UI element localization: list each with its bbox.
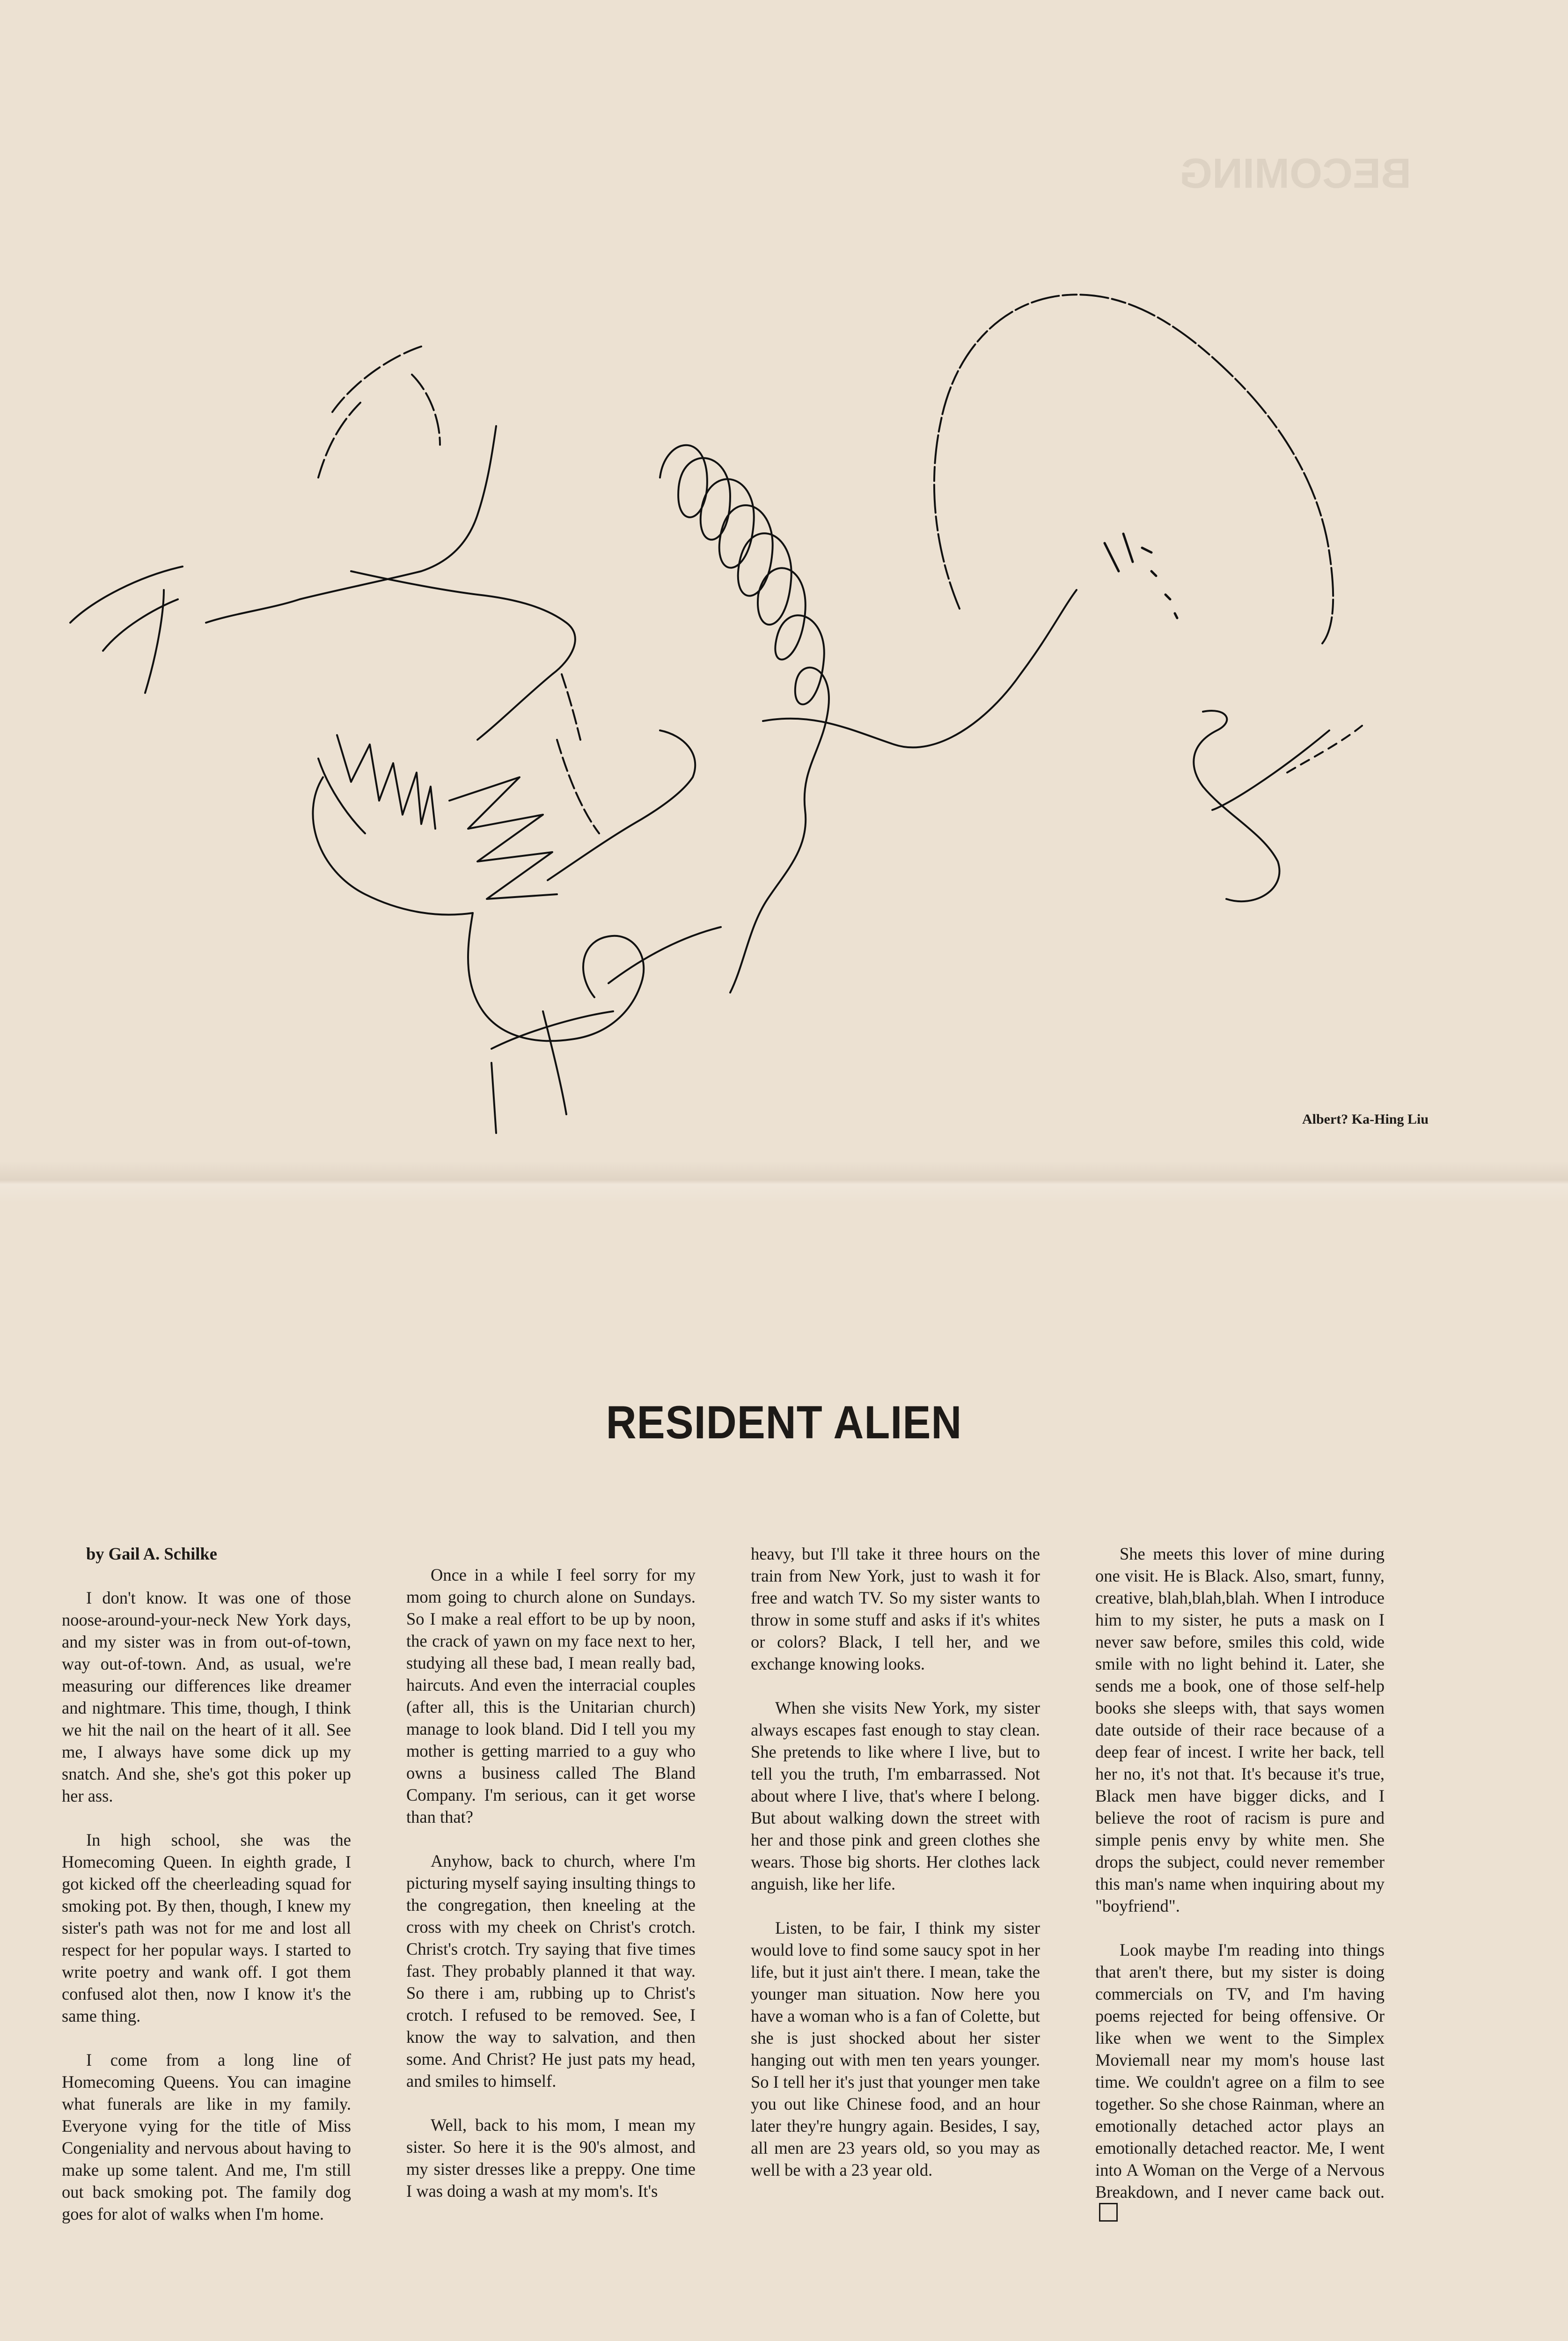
article-column-2 (406, 1564, 696, 2224)
show-through-heading: BECOMING (1180, 150, 1411, 197)
paragraph: In high school, she was the Homecoming Queen. In eighth grade, I got kicked off the cheerleading squad for smoking pot. By then, though, I knew my sister's path was not for me and lost all respect for her popular ways. I started to write poetry and wank off. I got them confused alot then, now I know it's the same thing. (62, 1830, 351, 2025)
alien-eye-marks (1105, 534, 1177, 618)
left-figure-head (70, 426, 496, 693)
paragraph: Listen, to be fair, I think my sister would love to find some saucy spot in her life, but it just ain't there. I mean, take the younger man situation. Now here you have a woman who is a fan of Colette, but she is just shocked about her sister hanging out with men ten years younger. So I tell her it's just that younger men take you out like Chinese food, and an hour later they're hungry again. Besides, I say, all men are 23 years old, so you may as well be with a 23 year old. (751, 1918, 1040, 2179)
article-headline: RESIDENT ALIEN (606, 1397, 962, 1449)
neck-line (763, 590, 1077, 747)
paragraph: She meets this lover of mine during one visit. He is Black. Also, smart, funny, creative, blah,blah,blah. When I introduce him to my sister, he puts a mask on I never saw before, smiles this cold, wide smile with no light behind it. Later, she sends me a book, one of those self-help books she sleeps with, that says women date outside of their race because of a deep fear of incest. I write her back, tell her no, it's not that. It's because it's true, Black men have bigger dicks, and I believe the root of racism is pure and simple penis envy by white men. She drops the subject, could never remember this man's name when inquiring about my "boyfriend". (1095, 1544, 1385, 1915)
alien-jaw-line (1212, 730, 1329, 810)
page-fold-crease (0, 1161, 1568, 1203)
paragraph: When she visits New York, my sister always escapes fast enough to stay clean. She pretends to like where I live, but to tell you the truth, I'm embarrassed. Not about where I live, that's where I belong. But about walking down the street with her and those pink and green clothes she wears. Those big shorts. Her clothes lack anguish, like her life. (751, 1698, 1040, 1893)
article-column-3 (751, 1543, 1040, 2203)
article-byline: by Gail A. Schilke (86, 1544, 217, 1563)
paragraph: Once in a while I feel sorry for my mom going to church alone on Sundays. So I make a real effort to be up by noon, the crack of yawn on my face next to her, studying all these bad, I mean really bad, haircuts. And even the interracial couples (after all, this is the Unitarian church) manage to look bland. Did I tell you my mother is getting married to a guy who owns a business called The Bland Company. I'm serious, can it get worse than that? (406, 1565, 696, 1826)
zigzag-teeth-center (449, 777, 557, 899)
zigzag-teeth-left (318, 735, 435, 833)
paragraph: Well, back to his mom, I mean my sister. So here it is the 90's almost, and my sister dresses like a preppy. One time I was doing a wash at my mom's. It's (406, 2115, 696, 2201)
bottom-stem (491, 927, 721, 1133)
alien-head-outline (934, 294, 1333, 646)
end-mark-box-icon (1099, 2203, 1118, 2222)
paragraph: I don't know. It was one of those noose-around-your-neck New York days, and my sister was in from out-of-town, way out-of-town. And, as usual, we're measuring our differences like dreamer and nightmare. This time, though, I think we hit the nail on the heart of it all. See me, I always have some dick up my snatch. And she, she's got this poker up her ass. (62, 1588, 351, 1805)
paragraph-text: Look maybe I'm reading into things that aren't there, but my sister is doing commercials on TV, and I'm having poems rejected for being offensive. Or like when we went to the Simplex Moviemall near my mom's house last time. We couldn't agree on a film to see together. So she chose Rainman, where an emotionally detached actor plays an emotionally detached reactor. Me, I went into A Woman on the Verge of a Nervous Breakdown, and I never came back out. (1095, 1940, 1385, 2201)
paragraph (1095, 1939, 1385, 2225)
alien-chin-dashed (1287, 726, 1362, 773)
paragraph: I come from a long line of Homecoming Queens. You can imagine what funerals are like in my family. Everyone vying for the title of Miss Congeniality and nervous about having to make up some talent. And me, I'm still out back smoking pot. The family dog goes for alot of walks when I'm home. (62, 2050, 351, 2223)
alien-mouth-curve (1194, 711, 1279, 901)
lower-cross-line (491, 1011, 613, 1114)
mouth-jaw-dashed (557, 674, 599, 833)
paragraph: Anyhow, back to church, where I'm picturing myself saying insulting things to the congregation, then kneeling at the cross with my cheek on Christ's crotch. Christ's crotch. Try saying that five times fast. They probably planned it that way. So there i am, rubbing up to Christ's crotch. I refused to be removed. See, I know the way to salvation, and then some. And Christ? He just pats my head, and smiles to himself. (406, 1851, 696, 2091)
left-figure-face (351, 571, 575, 740)
line-drawing-illustration (56, 225, 1404, 1152)
article-column-1 (62, 1543, 351, 2247)
article-column-4 (1095, 1543, 1385, 2247)
illustration-credit: Albert? Ka-Hing Liu (1302, 1112, 1429, 1127)
left-figure-back (318, 346, 440, 478)
paragraph: heavy, but I'll take it three hours on the train from New York, just to wash it for free and watch TV. So my sister wants to throw in some stuff and asks if it's whites or colors? Black, I tell her, and we exchange knowing looks. (751, 1544, 1040, 1673)
